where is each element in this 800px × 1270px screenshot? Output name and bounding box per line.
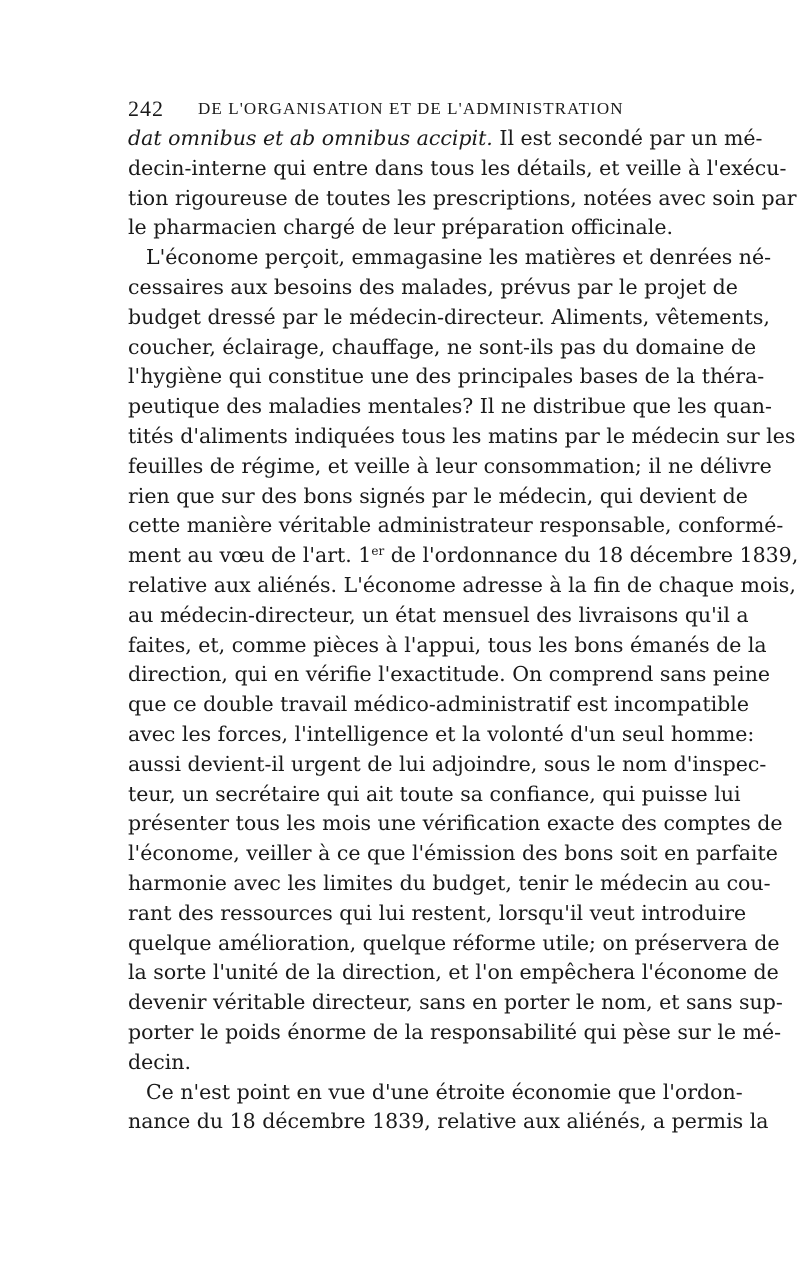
superscript: er (371, 544, 385, 559)
text-line: cette manière véritable administrateur responsable, conformé- (128, 513, 784, 538)
text-line: direction, qui en vérifie l'exactitude. On comprend sans peine (128, 662, 771, 687)
text-line: présenter tous les mois une vérification exacte des comptes de (128, 811, 783, 836)
text-line-rest: de l'ordonnance du 18 décembre 1839, (384, 543, 799, 568)
text-line: devenir véritable directeur, sans en porter le nom, et sans sup- (128, 990, 783, 1015)
text-line: avec les forces, l'intelligence et la volonté d'un seul homme: (128, 721, 755, 746)
text-line: aussi devient-il urgent de lui adjoindre, sous le nom d'inspec- (128, 751, 767, 776)
text-line: l'hygiène qui constitue une des principales bases de la théra- (128, 364, 765, 389)
text-line: l'économe, veiller à ce que l'émission des bons soit en parfaite (128, 841, 778, 866)
text-line: rant des ressources qui lui restent, lorsqu'il veut introduire (128, 900, 747, 925)
paragraph-first-line: Ce n'est point en vue d'une étroite économie que l'ordon- (146, 1079, 743, 1104)
text-line: harmonie avec les limites du budget, tenir le médecin au cou- (128, 870, 771, 895)
text-line: tion rigoureuse de toutes les prescriptions, notées avec soin par (128, 185, 797, 210)
body-text (128, 124, 799, 1137)
text-line: teur, un secrétaire qui ait toute sa confiance, qui puisse lui (128, 781, 741, 806)
text-line: relative aux aliénés. L'économe adresse à la fin de chaque mois, (128, 572, 796, 597)
text-line: nance du 18 décembre 1839, relative aux aliénés, a permis la (128, 1109, 769, 1134)
page-number: 242 (128, 96, 164, 121)
text-line: au médecin-directeur, un état mensuel des livraisons qu'il a (128, 602, 749, 627)
latin-quote: dat omnibus et ab omnibus accipit. (128, 126, 493, 150)
paragraph-first-line: L'économe perçoit, emmagasine les matières et denrées né- (146, 245, 772, 270)
text-line: le pharmacien chargé de leur préparation officinale. (128, 215, 673, 240)
text-line: decin-interne qui entre dans tous les détails, et veille à l'exécu- (128, 155, 787, 180)
text-line (128, 541, 799, 571)
text-line: coucher, éclairage, chauffage, ne sont-ils pas du domaine de (128, 334, 757, 359)
text-line-start: ment au vœu de l'art. 1 (128, 543, 372, 568)
text-line: rien que sur des bons signés par le médecin, qui devient de (128, 483, 748, 508)
text-line: faites, et, comme pièces à l'appui, tous les bons émanés de la (128, 632, 767, 657)
text-line: feuilles de régime, et veille à leur consommation; il ne délivre (128, 453, 772, 478)
text-line: peutique des maladies mentales? Il ne distribue que les quan- (128, 394, 772, 419)
text-line: cessaires aux besoins des malades, prévus par le projet de (128, 274, 738, 299)
text-line: que ce double travail médico-administratif est incompatible (128, 692, 749, 717)
running-head-title: DE L'ORGANISATION ET DE L'ADMINISTRATION (198, 99, 624, 118)
text-line-rest: Il est secondé par un mé- (492, 126, 763, 150)
text-line: budget dressé par le médecin-directeur. Aliments, vêtements, (128, 304, 770, 329)
text-line: decin. (128, 1049, 192, 1074)
text-line: tités d'aliments indiquées tous les matins par le médecin sur les (128, 423, 796, 448)
text-line (128, 124, 763, 154)
running-head (128, 92, 676, 126)
text-line: la sorte l'unité de la direction, et l'on empêchera l'économe de (128, 960, 779, 985)
text-line: porter le poids énorme de la responsabilité qui pèse sur le mé- (128, 1019, 782, 1044)
text-line: quelque amélioration, quelque réforme utile; on préservera de (128, 930, 780, 955)
